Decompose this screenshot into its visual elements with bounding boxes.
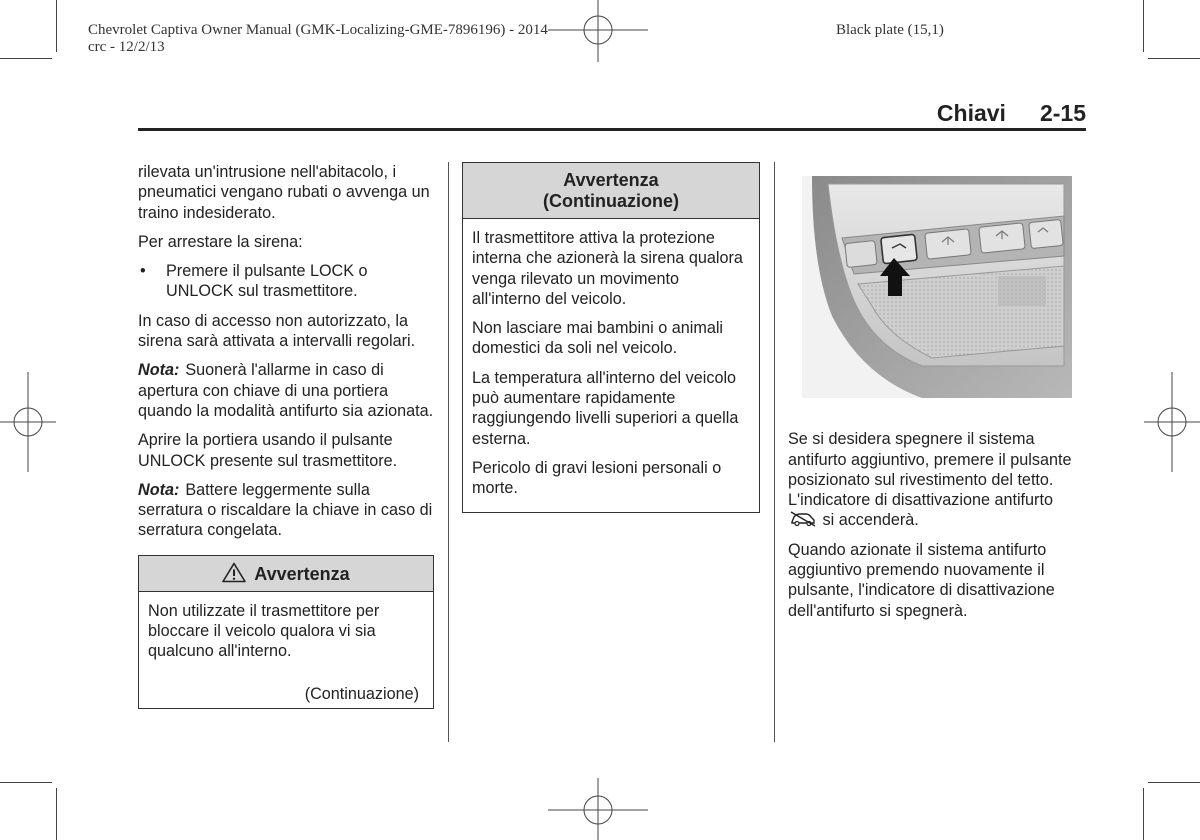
paragraph: Quando azionate il sistema antifurto aggiuntivo premendo nuovamente il pulsante, l'indicatore di disattivazione dell'antifurto si spegnerà.: [788, 540, 1055, 620]
list-item: [138, 261, 434, 302]
section-name: Chiavi: [936, 100, 1006, 126]
paragraph: rilevata un'intrusione nell'abitacolo, i pneumatici vengano rubati o avvenga un traino indesiderato.: [138, 163, 430, 222]
warning-text: Non lasciare mai bambini o animali domestici da soli nel veicolo.: [472, 319, 724, 358]
note: [138, 480, 434, 541]
crop-mark: [1148, 58, 1200, 59]
warning-text: La temperatura all'interno del veicolo può aumentare rapidamente raggiungendo livelli superiori a quella esterna.: [472, 368, 739, 448]
crop-mark: [56, 0, 57, 52]
crop-mark: [0, 782, 52, 783]
page-title: [937, 100, 1086, 127]
note-label: Nota:: [138, 480, 180, 499]
warning-text: Non utilizzate il trasmettitore per bloccare il veicolo qualora vi sia qualcuno all'interno.: [148, 601, 380, 661]
header-rule: [138, 128, 1086, 131]
document-id: Chevrolet Captiva Owner Manual (GMK-Localizing-GME-7896196) - 2014: [88, 22, 548, 38]
document-header: [88, 22, 548, 56]
warning-title: Avvertenza: [563, 170, 659, 190]
paragraph: In caso di accesso non autorizzato, la sirena sarà attivata a intervalli regolari.: [138, 311, 416, 351]
warning-box: [138, 555, 434, 709]
paragraph: Per arrestare la sirena:: [138, 232, 303, 251]
text-column-2: [462, 162, 760, 513]
crop-mark: [1148, 782, 1200, 783]
paragraph: [788, 429, 1086, 530]
column-divider: [448, 162, 449, 742]
paragraph-text: Se si desidera spegnere il sistema antifurto aggiuntivo, premere il pulsante posizionato sul rivestimento del tetto. L'indicatore di disattivazione antifurto: [788, 430, 1072, 510]
crop-mark: [56, 788, 57, 840]
text-column-1: [138, 162, 434, 709]
roof-console-button-photo: [802, 176, 1072, 398]
paragraph: Aprire la portiera usando il pulsante UNLOCK presente sul trasmettitore.: [138, 431, 398, 470]
plate-label: Black plate (15,1): [836, 22, 944, 38]
registration-mark-icon: [548, 778, 648, 840]
registration-mark-icon: [1144, 372, 1200, 472]
column-divider: [774, 162, 775, 742]
text-column-3: [788, 162, 1086, 630]
registration-mark-icon: [0, 372, 56, 472]
warning-body: [463, 219, 759, 512]
warning-header: [139, 556, 433, 592]
warning-text: Il trasmettitore attiva la protezione interna che azionerà la sirena qualora venga rilevato un movimento all'interno del veicolo.: [472, 229, 743, 308]
warning-continued-title: (Continuazione): [543, 191, 679, 211]
list-item-text: Premere il pulsante LOCK o UNLOCK sul trasmettitore.: [166, 262, 368, 301]
warning-triangle-icon: [222, 562, 246, 583]
crop-mark: [1143, 788, 1144, 840]
document-date: crc - 12/2/13: [88, 39, 165, 55]
crop-mark: [1143, 0, 1144, 52]
page-number: 2-15: [1039, 100, 1086, 126]
note: [138, 360, 434, 421]
warning-title: Avvertenza: [254, 563, 350, 584]
continued-label: (Continuazione): [304, 684, 419, 703]
paragraph-text: si accenderà.: [822, 511, 919, 530]
car-antitheft-off-icon: [790, 511, 816, 527]
warning-body: [139, 592, 433, 708]
warning-text: Pericolo di gravi lesioni personali o morte.: [472, 458, 722, 498]
crop-mark: [0, 58, 52, 59]
warning-header: [463, 163, 759, 219]
registration-mark-icon: [548, 0, 648, 62]
bullet-mark: •: [140, 262, 146, 281]
warning-box: [462, 162, 760, 513]
note-text: Suonerà l'allarme in caso di apertura con chiave di una portiera quando la modalità antifurto sia azionata.: [138, 361, 434, 420]
note-text: Battere leggermente sulla serratura o riscaldare la chiave in caso di serratura congelata.: [138, 480, 433, 540]
note-label: Nota:: [138, 361, 180, 380]
